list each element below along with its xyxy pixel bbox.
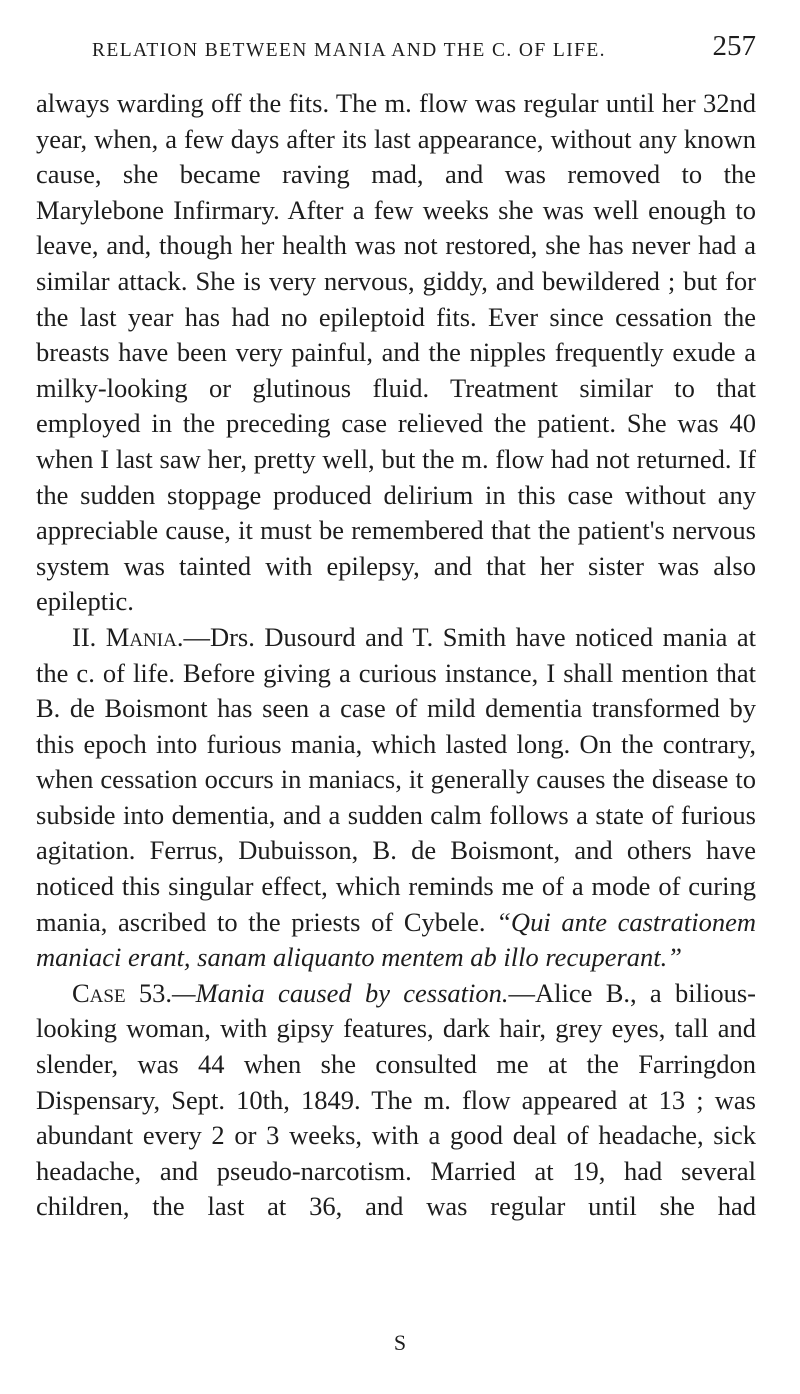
paragraph-case-53 (36, 976, 756, 1225)
case-number: Case 53. (72, 977, 172, 1008)
paragraph-mania-text: —Drs. Dusourd and T. Smith have noticed mania at the c. of life. Before giving a curious instance, I shall mention that B. de Boismont has seen a case of mild dementia transformed by this epoch into furious mania, which lasted long. On the contrary, when cessation occurs in maniacs, it generally causes the disease to subside into dementia, and a sudden calm follows a state of furious agitation. Ferrus, Dubuisson, B. de Boismont, and others have noticed this singular effect, which reminds me of a mode of curing mania, ascribed to the priests of Cybele. (36, 621, 757, 937)
paragraph-mania (36, 620, 756, 976)
paragraph-continuation: always warding off the fits. The m. flow was regular until her 32nd year, when, a few days after its last appearance, without any known cause, she became raving mad, and was removed to the Marylebone Infirmary. After a few weeks she was well enough to leave, and, though her health was not restored, she has never had a similar attack. She is very nervous, giddy, and bewildered ; but for the last year has had no epileptoid fits. Ever since cessation the breasts have been very painful, and the nipples frequently exude a milky-looking or glutinous fluid. Treatment similar to that employed in the preceding case relieved the patient. She was 40 when I last saw her, pretty well, but the m. flow had not returned. If the sudden stoppage produced delirium in this case without any appreciable cause, it must be remembered that the patient's nervous system was tainted with epilepsy, and that her sister was also epileptic. (36, 88, 756, 617)
latin-quotation: “Qui ante castrationem maniaci erant, sanam aliquanto mentem ab illo recuperant.” (36, 906, 756, 973)
page-number: 257 (712, 30, 756, 62)
case-title: —Mania caused by cessation. (172, 977, 509, 1008)
signature-mark: S (393, 1330, 407, 1355)
running-head: RELATION BETWEEN MANIA AND THE C. OF LIFE. (92, 40, 606, 61)
page-header (36, 30, 756, 66)
section-heading-mania: II. Mania. (72, 621, 184, 652)
body-text (36, 86, 756, 1225)
case-text: —Alice B., a bilious-looking woman, with gipsy features, dark hair, grey eyes, tall and slender, was 44 when she consulted me at the Farringdon Dispensary, Sept. 10th, 1849. The m. flow appeared at 13 ; was abundant every 2 or 3 weeks, with a good deal of headache, sick headache, and pseudo-narcotism. Married at 19, had several children, the last at 36, and was regular until she had (36, 977, 756, 1222)
